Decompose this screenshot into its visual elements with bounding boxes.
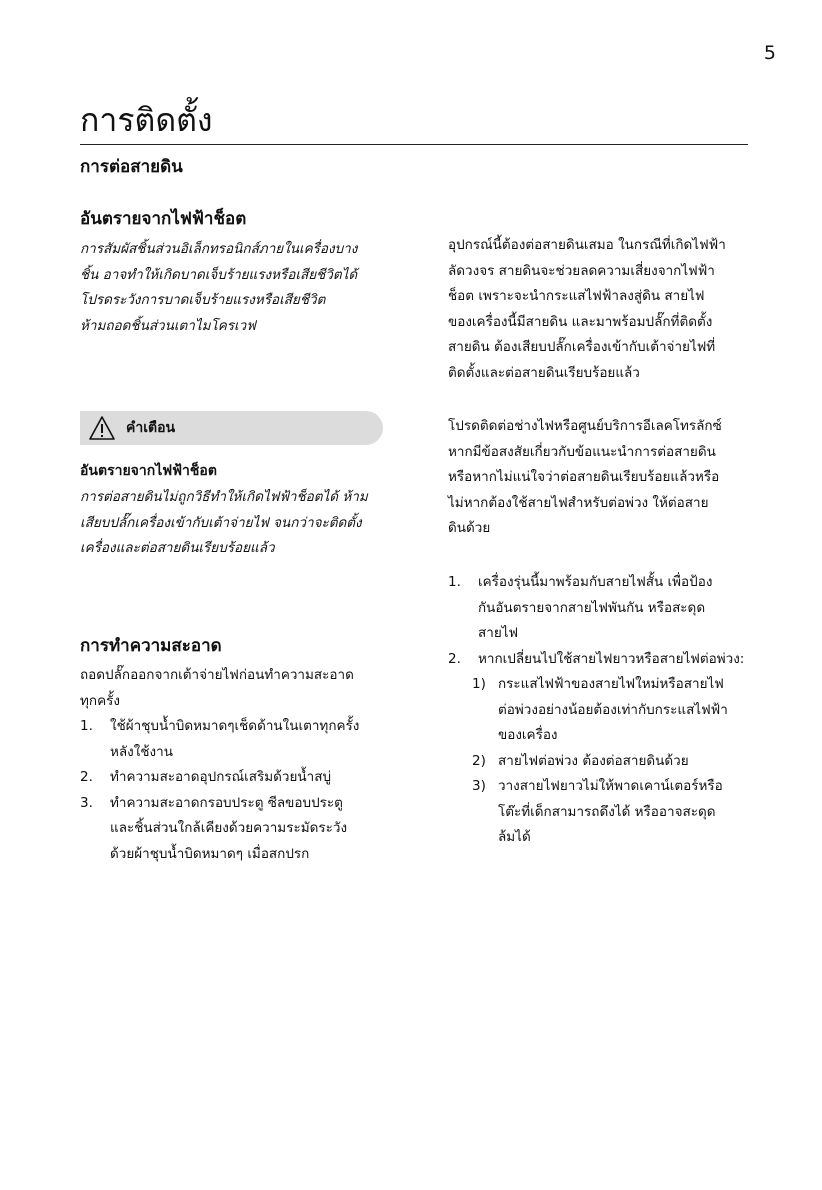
cleaning-intro bbox=[80, 663, 390, 714]
text-line: และชิ้นส่วนใกล้เคียงด้วยความระมัดระวัง bbox=[110, 820, 348, 836]
list-item bbox=[448, 647, 768, 851]
sub-item-number: 2) bbox=[472, 752, 486, 769]
page-number: 5 bbox=[763, 42, 776, 64]
text-line: ติดตั้งและต่อสายดินเรียบร้อยแล้ว bbox=[448, 364, 640, 381]
warning-label: คำเตือน bbox=[126, 420, 176, 436]
text-line: อุปกรณ์นี้ต้องต่อสายดินเสมอ ในกรณีที่เกิดไฟฟ้า bbox=[448, 237, 726, 253]
text-line: ใช้ผ้าชุบน้ำบิดหมาดๆเช็ดด้านในเตาทุกครั้ง bbox=[110, 718, 360, 734]
list-item bbox=[448, 570, 768, 647]
text-line: หากเปลี่ยนไปใช้สายไฟยาวหรือสายไฟต่อพ่วง: bbox=[478, 650, 745, 667]
danger-heading: อันตรายจากไฟฟ้าช็อต bbox=[80, 209, 247, 229]
text-line: ทำความสะอาดกรอบประตู ซีลขอบประตู bbox=[110, 794, 343, 811]
warning-triangle-icon bbox=[88, 415, 116, 441]
text-line: โต๊ะที่เด็กสามารถดึงได้ หรืออาจสะดุด bbox=[498, 803, 716, 820]
sub-list bbox=[448, 672, 768, 851]
text-line: สายดิน ต้องเสียบปลั๊กเครื่องเข้ากับเต้าจ่ายไฟที่ bbox=[448, 339, 716, 355]
warning-heading: อันตรายจากไฟฟ้าช็อต bbox=[80, 463, 217, 479]
danger-paragraph bbox=[80, 237, 410, 339]
sub-list-item bbox=[448, 672, 768, 749]
text-line: การสัมผัสชิ้นส่วนอิเล็กทรอนิกส์ภายในเครื่องบาง bbox=[80, 241, 358, 257]
text-line: หากมีข้อสงสัยเกี่ยวกับข้อแนะนำการต่อสายดิน bbox=[448, 443, 716, 460]
text-line: วางสายไฟยาวไม่ให้พาดเคาน์เตอร์หรือ bbox=[498, 778, 723, 794]
text-line: ล้มได้ bbox=[498, 829, 531, 845]
cleaning-heading: การทำความสะอาด bbox=[80, 636, 222, 656]
text-line: ของเครื่อง bbox=[498, 727, 558, 743]
text-line: สายไฟต่อพ่วง ต้องต่อสายดินด้วย bbox=[498, 752, 689, 769]
list-item bbox=[80, 765, 400, 791]
text-line: ด้วยผ้าชุบน้ำบิดหมาดๆ เมื่อสกปรก bbox=[110, 845, 310, 862]
text-line: หลังใช้งาน bbox=[110, 743, 173, 760]
sub-item-number: 1) bbox=[472, 676, 486, 692]
list-item bbox=[80, 714, 400, 765]
step-number: 3. bbox=[80, 794, 93, 811]
text-line: ชิ้น อาจทำให้เกิดบาดเจ็บร้ายแรงหรือเสียชีวิตได้ bbox=[80, 266, 358, 283]
text-line: ถอดปลั๊กออกจากเต้าจ่ายไฟก่อนทำความสะอาด bbox=[80, 667, 354, 683]
text-line: ลัดวงจร สายดินจะช่วยลดความเสี่ยงจากไฟฟ้า bbox=[448, 262, 715, 279]
text-line: โปรดติดต่อช่างไฟหรือศูนย์บริการอีเลคโทรลักซ์ bbox=[448, 418, 722, 434]
text-line: เครื่องรุ่นนี้มาพร้อมกับสายไฟสั้น เพื่อป้อง bbox=[478, 574, 713, 590]
text-line: ทุกครั้ง bbox=[80, 692, 120, 709]
text-line: การต่อสายดินไม่ถูกวิธีทำให้เกิดไฟฟ้าช็อตได้ ห้าม bbox=[80, 489, 368, 505]
text-line: หรือหากไม่แน่ใจว่าต่อสายดินเรียบร้อยแล้วหรือ bbox=[448, 469, 720, 485]
text-line: โปรดระวังการบาดเจ็บร้ายแรงหรือเสียชีวิต bbox=[80, 292, 326, 308]
text-line: ต่อพ่วงอย่างน้อยต้องเท่ากับกระแสไฟฟ้า bbox=[498, 701, 728, 718]
cord-list bbox=[448, 570, 768, 851]
text-line: สายไฟ bbox=[478, 625, 519, 641]
sub-item-number: 3) bbox=[472, 778, 486, 794]
text-line: ของเครื่องนี้มีสายดิน และมาพร้อมปลั๊กที่ติดตั้ง bbox=[448, 313, 713, 330]
grounding-paragraph bbox=[448, 233, 758, 386]
page-title: การติดตั้ง bbox=[80, 100, 748, 145]
step-number: 1. bbox=[80, 718, 93, 734]
contact-paragraph bbox=[448, 414, 758, 542]
text-line: เสียบปลั๊กเครื่องเข้ากับเต้าจ่ายไฟ จนกว่าจะติดตั้ง bbox=[80, 514, 362, 531]
text-line: ทำความสะอาดอุปกรณ์เสริมด้วยน้ำสบู่ bbox=[110, 769, 332, 785]
sub-list-item bbox=[448, 774, 768, 851]
text-line: ช็อต เพราะจะนำกระแสไฟฟ้าลงสู่ดิน สายไฟ bbox=[448, 288, 705, 304]
text-line: ดินด้วย bbox=[448, 520, 491, 536]
text-line: กันอันตรายจากสายไฟพันกัน หรือสะดุด bbox=[478, 599, 706, 616]
warning-paragraph bbox=[80, 485, 400, 562]
list-item bbox=[80, 791, 400, 868]
step-number: 2. bbox=[80, 769, 93, 785]
text-line: ไม่หากต้องใช้สายไฟสำหรับต่อพ่วง ให้ต่อสาย bbox=[448, 494, 709, 511]
text-line: กระแสไฟฟ้าของสายไฟใหม่หรือสายไฟ bbox=[498, 676, 724, 692]
text-line: ห้ามถอดชิ้นส่วนเตาไมโครเวฟ bbox=[80, 317, 256, 334]
item-number: 1. bbox=[448, 574, 461, 590]
text-line: เครื่องและต่อสายดินเรียบร้อยแล้ว bbox=[80, 540, 275, 556]
item-number: 2. bbox=[448, 650, 461, 667]
warning-banner bbox=[80, 411, 383, 445]
sub-list-item bbox=[448, 749, 768, 775]
cleaning-steps bbox=[80, 714, 400, 867]
section-heading-grounding: การต่อสายดิน bbox=[80, 157, 183, 177]
